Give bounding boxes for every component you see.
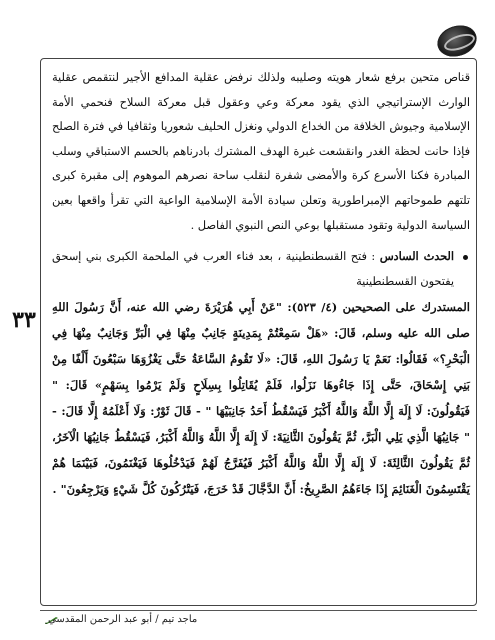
bullet-text: : فتح القسطنطينية ، بعد فناء العرب في الملحمة الكبرى بني إسحق يفتحون القسطنطينية xyxy=(52,250,454,288)
bullet-icon xyxy=(463,255,468,260)
body-paragraph: قناص متحين برفع شعار هويته وصليبه ولذلك نرفض عقلية المدافع الأجير لنتقمص عقلية الوارث الإستراتيجي الذي يقود معركة وعي وعقول قبل معركة السلاح فنحمي الأمة الإسلامية وجيوش الخلافة من الخداع الدولي ونغزل الحليف شعوريا وثقافيا في فترة الصلح فإذا حانت لحظة الغدر وانقشعت غبرة الهدف المشترك بادرناهم بالحسم الاستباقي وسلب المبادرة فكنا الأسرع كرة والأمضى شفرة لنقلب ساحة نصرهم الموهوم إلى مقبرة كبرى تلتهم طموحاتهم الإمبراطورية وتعلن سيادة الأمة الإسلامية الواعية التي تقرأ واقعها بعين السياسة الدولية وتقود مستقبلها بوعي النص النبوي الفاصل . xyxy=(52,71,470,232)
bullet-label: الحدث السادس xyxy=(379,249,455,264)
list-item-event-six xyxy=(52,244,470,294)
page-content xyxy=(52,66,470,502)
hadith-quote: المستدرك على الصحيحين (٤/ ٥٢٣): "عَنْ أَبِي هُرَيْرَةَ رضي الله عنه، أَنَّ رَسُولَ اللهِ صلى الله عليه وسلم، قَالَ: «هَلْ سَمِعْتُمْ بِمَدِينَةٍ جَانِبٌ مِنْهَا فِي الْبَرِّ وَجَانِبٌ مِنْهَا فِي الْبَحْرِ؟» فَقَالُوا: نَعَمْ يَا رَسُولَ اللهِ، قَالَ: «لَا تَقُومُ السَّاعَةُ حَتَّى يَغْزُوَهَا سَبْعُونَ أَلْفًا مِنْ بَنِي إِسْحَاقَ، حَتَّى إِذَا جَاءُوهَا نَزَلُوا، فَلَمْ يُقَاتِلُوا بِسِلَاحٍ وَلَمْ يَرْمُوا بِسَهْمٍ» قَالَ: " فَيَقُولُونَ: لَا إِلَهَ إِلَّا اللَّهُ وَاللَّهُ أَكْبَرُ فَيَسْقُطُ أَحَدُ جَانِبَيْهَا " - قَالَ ثَوْرٌ: وَلَا أَعْلَمُهُ إِلَّا قَالَ: - " جَانِبُهَا الَّذِي يَلِي الْبَرَّ، ثُمَّ يَقُولُونَ الثَّانِيَةَ: لَا إِلَهَ إِلَّا اللَّهُ وَاللَّهُ أَكْبَرُ، فَيَسْقُطُ جَانِبُهَا الْآخَرُ، ثُمَّ يَقُولُونَ الثَّالِثَةَ: لَا إِلَهَ إِلَّا اللَّهُ وَاللَّهُ أَكْبَرُ فَيُفَرَّجُ لَهُمْ فَيَدْخُلُوهَا فَيَغْنَمُونَ، فَبَيْنَمَا هُمْ يَقْتَسِمُونَ الْغَنَائِمَ إِذَا جَاءَهُمُ الصَّرِيخُ: أَنَّ الدَّجَّالَ قَدْ خَرَجَ، فَيَتْرُكُونَ كُلَّ شَيْءٍ وَيَرْجِعُونَ" . xyxy=(52,300,470,497)
footer-divider xyxy=(40,610,477,611)
page-number: ٣٣ xyxy=(12,307,36,333)
globe-logo-icon xyxy=(433,21,480,62)
footer-author: ماجد تيم / أبو عبد الرحمن المقدسي xyxy=(48,614,198,625)
